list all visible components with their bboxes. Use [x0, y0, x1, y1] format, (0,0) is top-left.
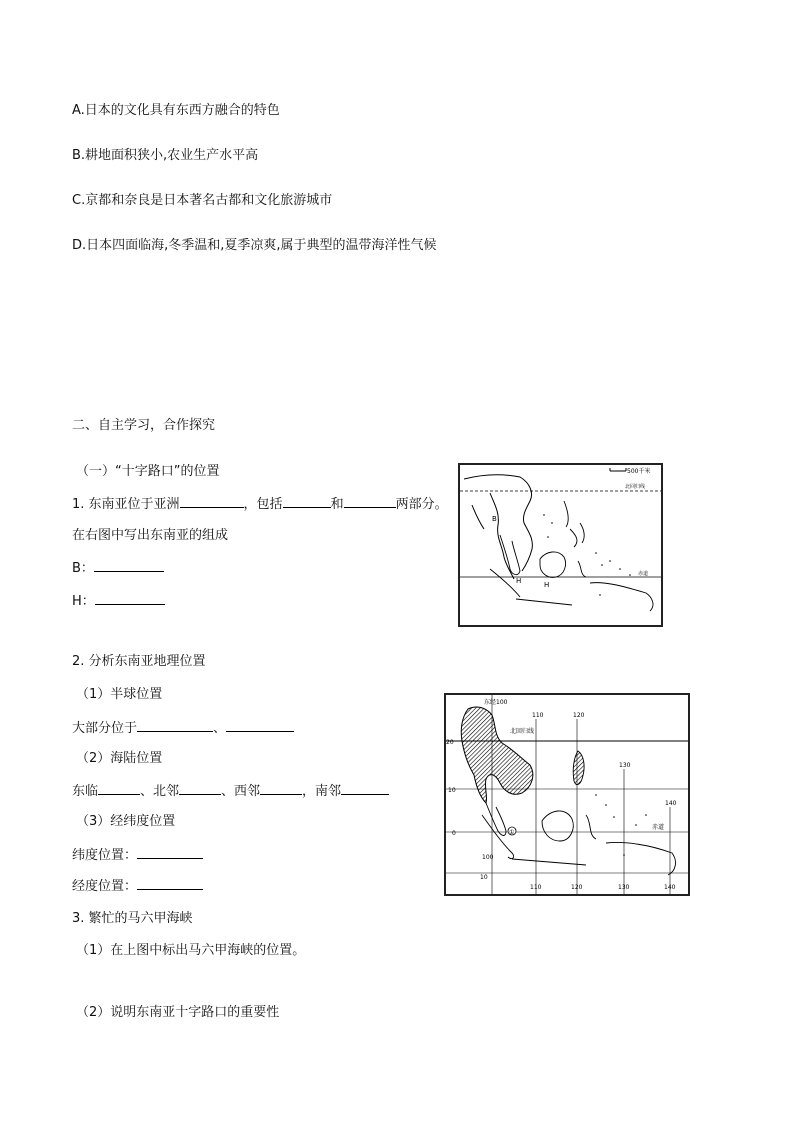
southeast-asia-map-1 — [458, 463, 663, 627]
b-label: B： — [72, 561, 94, 576]
lat-label: 纬度位置： — [72, 848, 138, 863]
map1-label-h2: H — [544, 581, 550, 589]
q1-mid1: ，包括 — [243, 497, 283, 512]
map2-lat-20: 20 — [446, 739, 454, 746]
map2-svg — [446, 695, 688, 894]
map2-lon-top-120: 120 — [573, 712, 585, 719]
map2-lon-bottom-140: 140 — [664, 884, 676, 891]
south-blank[interactable] — [341, 782, 389, 795]
map1-tropic-label: 北回归线 — [625, 484, 646, 490]
east-label: 东临 — [72, 784, 99, 799]
lon-label: 经度位置： — [72, 879, 138, 894]
hemisphere-text: 大部分位于 — [72, 721, 138, 736]
option-c: C.京都和奈良是日本著名古都和文化旅游城市 — [72, 193, 333, 208]
lon-blank[interactable] — [137, 877, 203, 890]
lon-line — [72, 877, 203, 896]
map1-equator-label: 赤道 — [638, 571, 649, 577]
map2-lon-bottom-110: 110 — [530, 884, 542, 891]
hemisphere-blank-2[interactable] — [226, 719, 294, 732]
map2-east100-label: 东经100 — [484, 699, 508, 706]
q1-blank-1[interactable] — [180, 495, 244, 508]
q1-suffix: 两部分。 — [395, 497, 448, 512]
b-blank[interactable] — [94, 559, 164, 572]
map2-equator-label: 赤道 — [652, 824, 665, 831]
map2-lon-bottom-130: 130 — [618, 884, 630, 891]
north-blank[interactable] — [179, 782, 221, 795]
hemisphere-sep: 、 — [213, 721, 227, 736]
q1-prefix: 1. 东南亚位于亚洲 — [72, 497, 180, 512]
q3-title: 3. 繁忙的马六甲海峡 — [72, 911, 193, 926]
q1-blank-3[interactable] — [344, 495, 396, 508]
option-a: A.日本的文化具有东西方融合的特色 — [72, 103, 280, 118]
map2-lon-top-130: 130 — [619, 762, 631, 769]
map2-tropic-label: 北回归线 — [510, 728, 535, 735]
section-title: 二、自主学习，合作探究 — [72, 418, 216, 433]
h-answer-line — [72, 592, 165, 611]
map2-lon-top-110: 110 — [532, 712, 544, 719]
map1-svg — [460, 465, 661, 625]
map1-scale-label: 500千米 — [627, 468, 651, 475]
map2-lat-0: 0 — [452, 830, 456, 837]
q3-part2: （2）说明东南亚十字路口的重要性 — [76, 1005, 280, 1020]
b-answer-line — [72, 559, 164, 578]
map2-lat-10n: 10 — [448, 787, 456, 794]
q2-title: 2. 分析东南亚地理位置 — [72, 654, 206, 669]
east-blank[interactable] — [98, 782, 140, 795]
map1-label-h1: H — [516, 577, 522, 585]
south-label: ，南邻 — [302, 784, 342, 799]
hemisphere-line — [72, 719, 294, 738]
hemisphere-title: （1）半球位置 — [76, 687, 163, 702]
north-label: 、北邻 — [140, 784, 180, 799]
west-blank[interactable] — [260, 782, 302, 795]
map2-circle-marker: ① — [509, 829, 515, 836]
southeast-asia-map-2 — [444, 693, 690, 896]
latlon-title: （3）经纬度位置 — [76, 814, 176, 829]
lat-line — [72, 846, 203, 865]
west-label: 、西邻 — [221, 784, 261, 799]
sub1-title: （一）“十字路口”的位置 — [76, 464, 220, 479]
map-instruction: 在右图中写出东南亚的组成 — [72, 528, 229, 543]
hemisphere-blank-1[interactable] — [137, 719, 213, 732]
q1-mid2: 和 — [330, 497, 344, 512]
map2-lat-10s: 10 — [480, 874, 488, 881]
sealand-title: （2）海陆位置 — [76, 751, 163, 766]
map2-lon-bottom-120: 120 — [571, 884, 583, 891]
q3-part1: （1）在上图中标出马六甲海峡的位置。 — [76, 943, 306, 958]
map2-lon-top-140: 140 — [665, 800, 677, 807]
map1-label-b: B — [492, 515, 497, 523]
sealand-line — [72, 782, 389, 801]
q1-line — [72, 495, 448, 514]
h-label: H： — [72, 594, 95, 609]
lat-blank[interactable] — [137, 846, 203, 859]
option-b: B.耕地面积狭小,农业生产水平高 — [72, 148, 259, 163]
h-blank[interactable] — [95, 592, 165, 605]
map2-lon-bottom-100: 100 — [482, 854, 494, 861]
q1-blank-2[interactable] — [283, 495, 331, 508]
option-d: D.日本四面临海,冬季温和,夏季凉爽,属于典型的温带海洋性气候 — [72, 238, 437, 253]
